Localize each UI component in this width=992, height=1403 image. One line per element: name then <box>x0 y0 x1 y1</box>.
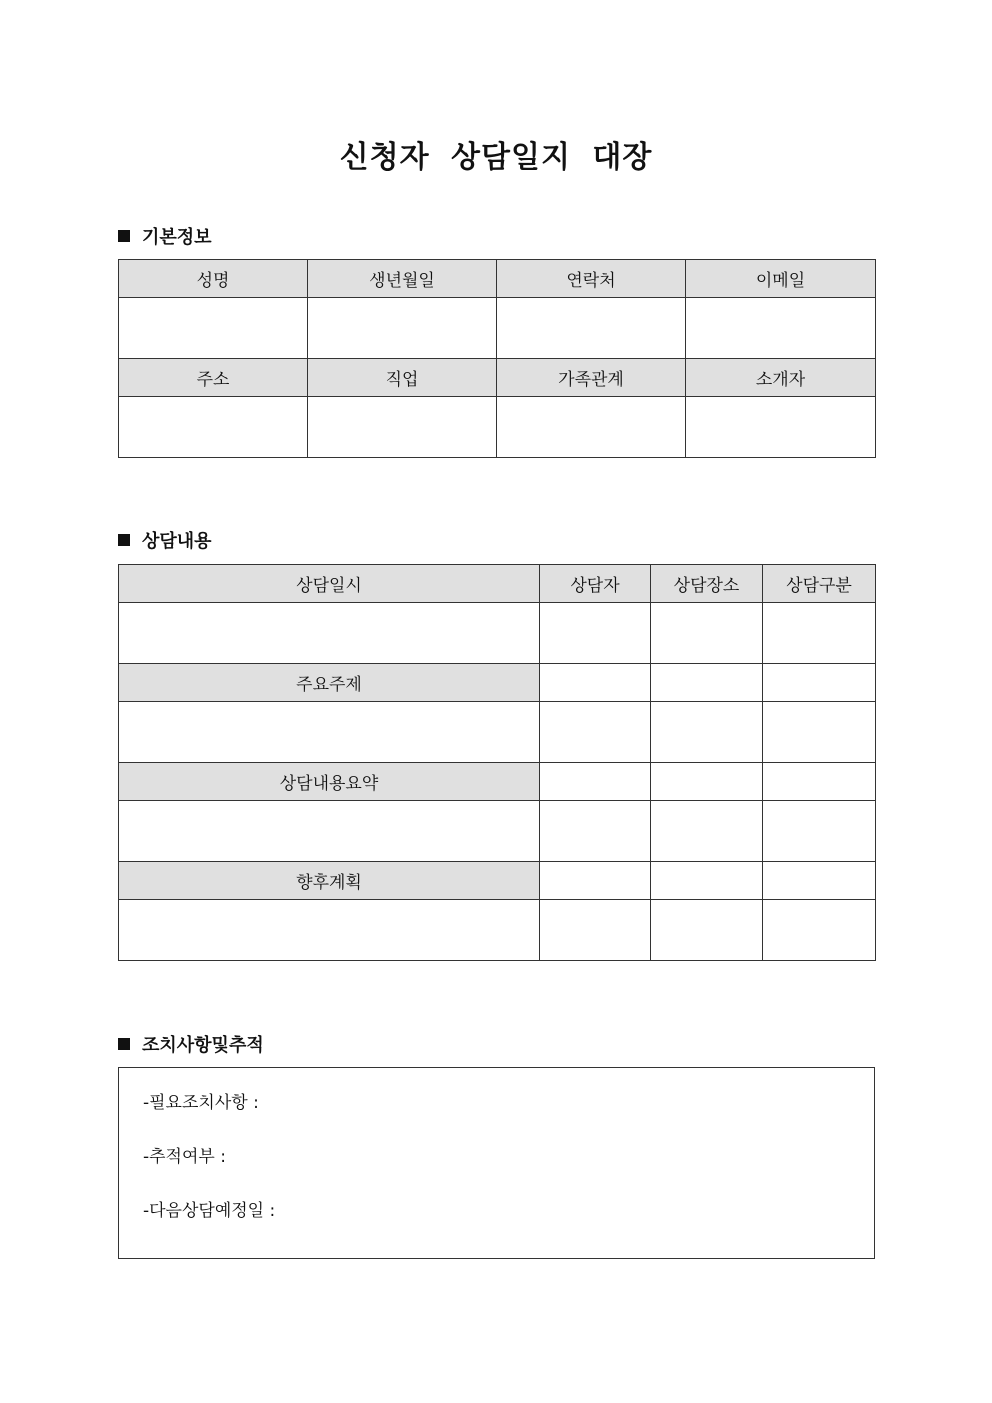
main-topic-field[interactable] <box>119 702 540 763</box>
table-row <box>119 359 876 397</box>
empty-cell[interactable] <box>651 664 763 702</box>
empty-cell[interactable] <box>540 801 651 862</box>
empty-cell[interactable] <box>651 900 763 961</box>
next-consult-date-label: -다음상담예정일 : <box>143 1201 276 1221</box>
section-label: 기본정보 <box>142 227 212 248</box>
address-field[interactable] <box>119 397 308 458</box>
empty-cell[interactable] <box>763 801 876 862</box>
header-cell-future-plan: 향후계획 <box>119 862 540 900</box>
referrer-field[interactable] <box>686 397 876 458</box>
header-cell-address: 주소 <box>119 359 308 397</box>
table-row <box>119 801 876 862</box>
empty-cell[interactable] <box>763 900 876 961</box>
empty-cell[interactable] <box>763 664 876 702</box>
consult-table <box>118 564 876 961</box>
header-cell-referrer: 소개자 <box>686 359 876 397</box>
summary-field[interactable] <box>119 801 540 862</box>
basic-info-table <box>118 259 876 458</box>
occupation-field[interactable] <box>308 397 497 458</box>
birthdate-field[interactable] <box>308 298 497 359</box>
empty-cell[interactable] <box>763 763 876 801</box>
action-notes-box[interactable] <box>118 1067 875 1259</box>
section-label: 상담내용 <box>142 531 212 552</box>
header-cell-name: 성명 <box>119 260 308 298</box>
empty-cell[interactable] <box>540 664 651 702</box>
empty-cell[interactable] <box>651 801 763 862</box>
counselor-field[interactable] <box>540 603 651 664</box>
empty-cell[interactable] <box>651 763 763 801</box>
section-label: 조치사항및추적 <box>142 1035 264 1056</box>
empty-cell[interactable] <box>540 763 651 801</box>
header-cell-datetime: 상담일시 <box>119 565 540 603</box>
category-field[interactable] <box>763 603 876 664</box>
empty-cell[interactable] <box>651 862 763 900</box>
datetime-field[interactable] <box>119 603 540 664</box>
header-cell-main-topic: 주요주제 <box>119 664 540 702</box>
table-row <box>119 900 876 961</box>
empty-cell[interactable] <box>651 702 763 763</box>
section-heading-consult <box>118 527 212 553</box>
header-cell-occupation: 직업 <box>308 359 497 397</box>
section-heading-action <box>118 1031 264 1057</box>
contact-field[interactable] <box>497 298 686 359</box>
header-cell-contact: 연락처 <box>497 260 686 298</box>
empty-cell[interactable] <box>540 862 651 900</box>
table-row <box>119 702 876 763</box>
future-plan-field[interactable] <box>119 900 540 961</box>
square-bullet-icon <box>118 230 130 242</box>
empty-cell[interactable] <box>763 862 876 900</box>
table-row <box>119 397 876 458</box>
empty-cell[interactable] <box>540 702 651 763</box>
table-row <box>119 862 876 900</box>
table-row <box>119 565 876 603</box>
header-cell-email: 이메일 <box>686 260 876 298</box>
table-row <box>119 603 876 664</box>
family-field[interactable] <box>497 397 686 458</box>
section-heading-basic <box>118 223 212 249</box>
email-field[interactable] <box>686 298 876 359</box>
empty-cell[interactable] <box>540 900 651 961</box>
tracking-label: -추적여부 : <box>143 1147 226 1167</box>
required-action-label: -필요조치사항 : <box>143 1093 259 1113</box>
location-field[interactable] <box>651 603 763 664</box>
header-cell-summary: 상담내용요약 <box>119 763 540 801</box>
header-cell-location: 상담장소 <box>651 565 763 603</box>
header-cell-family: 가족관계 <box>497 359 686 397</box>
header-cell-category: 상담구분 <box>763 565 876 603</box>
header-cell-counselor: 상담자 <box>540 565 651 603</box>
name-field[interactable] <box>119 298 308 359</box>
table-row <box>119 664 876 702</box>
square-bullet-icon <box>118 1038 130 1050</box>
header-cell-birthdate: 생년월일 <box>308 260 497 298</box>
table-row <box>119 763 876 801</box>
table-row <box>119 298 876 359</box>
empty-cell[interactable] <box>763 702 876 763</box>
square-bullet-icon <box>118 534 130 546</box>
table-row <box>119 260 876 298</box>
page-title: 신청자 상담일지 대장 <box>339 140 653 175</box>
